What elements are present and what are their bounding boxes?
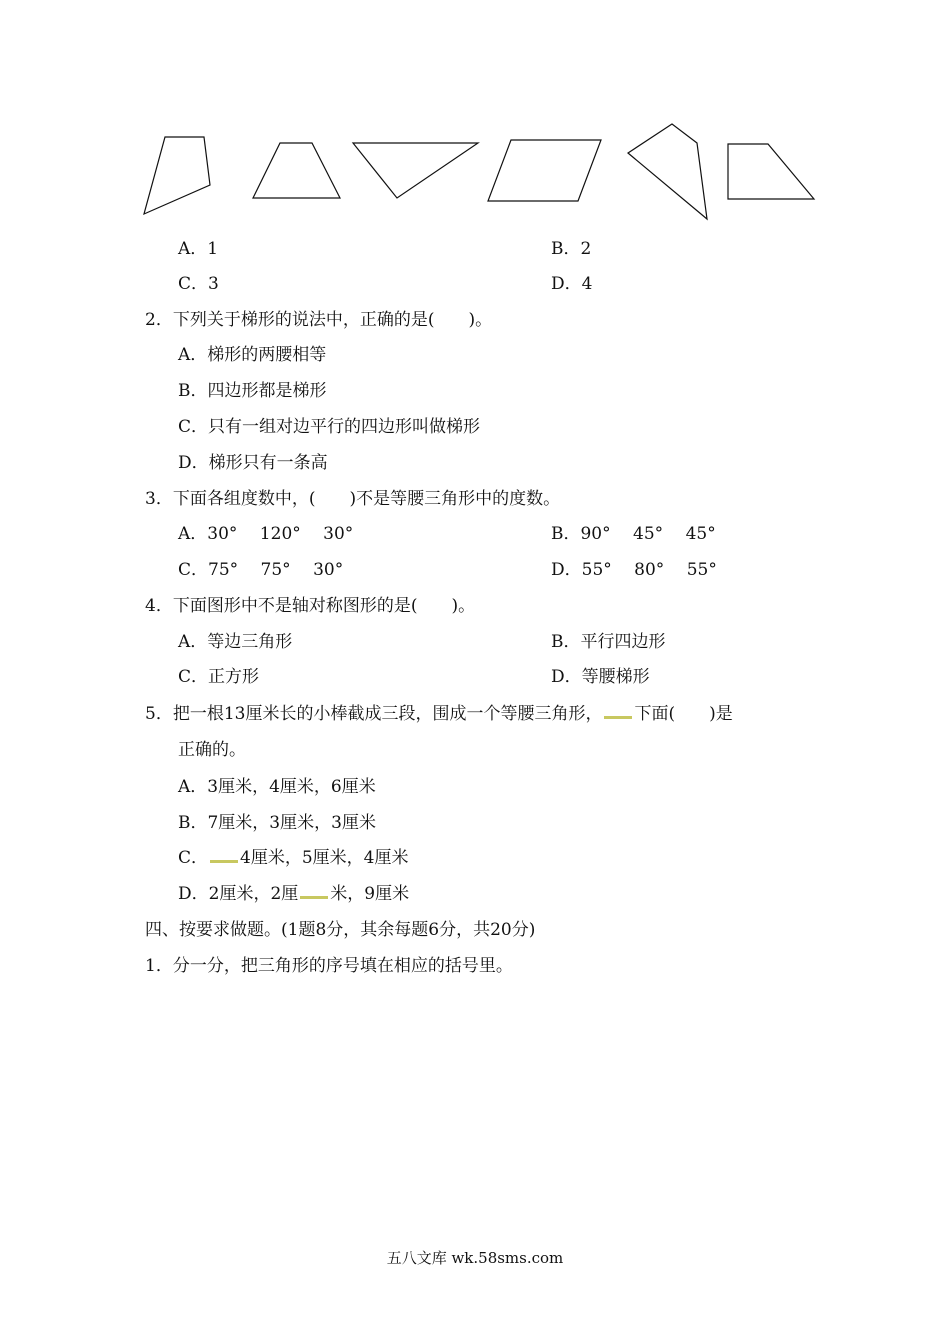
- q4-stem: 4．下面图形中不是轴对称图形的是( )。: [145, 596, 476, 616]
- footer-watermark: 五八文库 wk.58sms.com: [386, 1249, 564, 1267]
- q5-option-d-part1: D．2厘米，2厘: [178, 884, 299, 904]
- shape-4-parallelogram: [488, 140, 601, 201]
- q3-option-c: C．75° 75° 30°: [178, 560, 344, 580]
- q2-stem: 2．下列关于梯形的说法中，正确的是( )。: [145, 310, 493, 330]
- shape-2-trapezoid: [253, 143, 340, 198]
- q1-option-c: C．3: [178, 274, 219, 294]
- q3-option-d: D．55° 80° 55°: [551, 560, 717, 580]
- q1-option-b: B．2: [551, 239, 592, 259]
- q5-stem: [145, 703, 733, 725]
- q3-option-b: B．90° 45° 45°: [551, 524, 716, 544]
- q5-option-b: B．7厘米，3厘米，3厘米: [178, 813, 376, 833]
- q3-option-a: A．30° 120° 30°: [178, 524, 354, 544]
- q4-option-a: A．等边三角形: [178, 632, 293, 652]
- shape-5-quadrilateral: [628, 124, 707, 219]
- q5-option-c-rest: 4厘米，5厘米，4厘米: [240, 848, 409, 868]
- q5-option-d-part2: 米，9厘米: [330, 884, 410, 904]
- q5-option-a: A．3厘米，4厘米，6厘米: [178, 777, 376, 797]
- q5-stem-part2: 下面( )是: [634, 704, 733, 724]
- section4-title: 四、按要求做题。(1题8分，其余每题6分，共20分): [145, 920, 536, 940]
- section4-q1: 1．分一分，把三角形的序号填在相应的括号里。: [145, 956, 513, 976]
- q4-option-b: B．平行四边形: [551, 632, 666, 652]
- q5-stem-part1: 5．把一根13厘米长的小棒截成三段，围成一个等腰三角形，: [145, 704, 603, 724]
- shape-6-trapezoid: [728, 144, 814, 199]
- shape-1-quadrilateral: [144, 137, 210, 214]
- q1-option-a: A．1: [178, 239, 219, 259]
- highlight-mark: [604, 716, 632, 719]
- q2-option-d: D．梯形只有一条高: [178, 453, 328, 473]
- q4-option-d: D．等腰梯形: [551, 667, 650, 687]
- highlight-mark: [210, 860, 238, 863]
- q5-option-c-prefix: C．: [178, 848, 209, 868]
- shape-3-triangle: [353, 143, 478, 198]
- q2-option-b: B．四边形都是梯形: [178, 381, 327, 401]
- q5-option-d: [178, 883, 409, 905]
- q2-option-a: A．梯形的两腰相等: [178, 345, 327, 365]
- q3-stem: 3．下面各组度数中，( )不是等腰三角形中的度数。: [145, 489, 561, 509]
- q1-option-d: D．4: [551, 274, 593, 294]
- shapes-figure: [0, 0, 950, 230]
- q5-stem-line2: 正确的。: [178, 740, 246, 760]
- q5-option-c: [178, 847, 408, 869]
- q4-option-c: C．正方形: [178, 667, 260, 687]
- q2-option-c: C．只有一组对边平行的四边形叫做梯形: [178, 417, 481, 437]
- highlight-mark: [300, 896, 328, 899]
